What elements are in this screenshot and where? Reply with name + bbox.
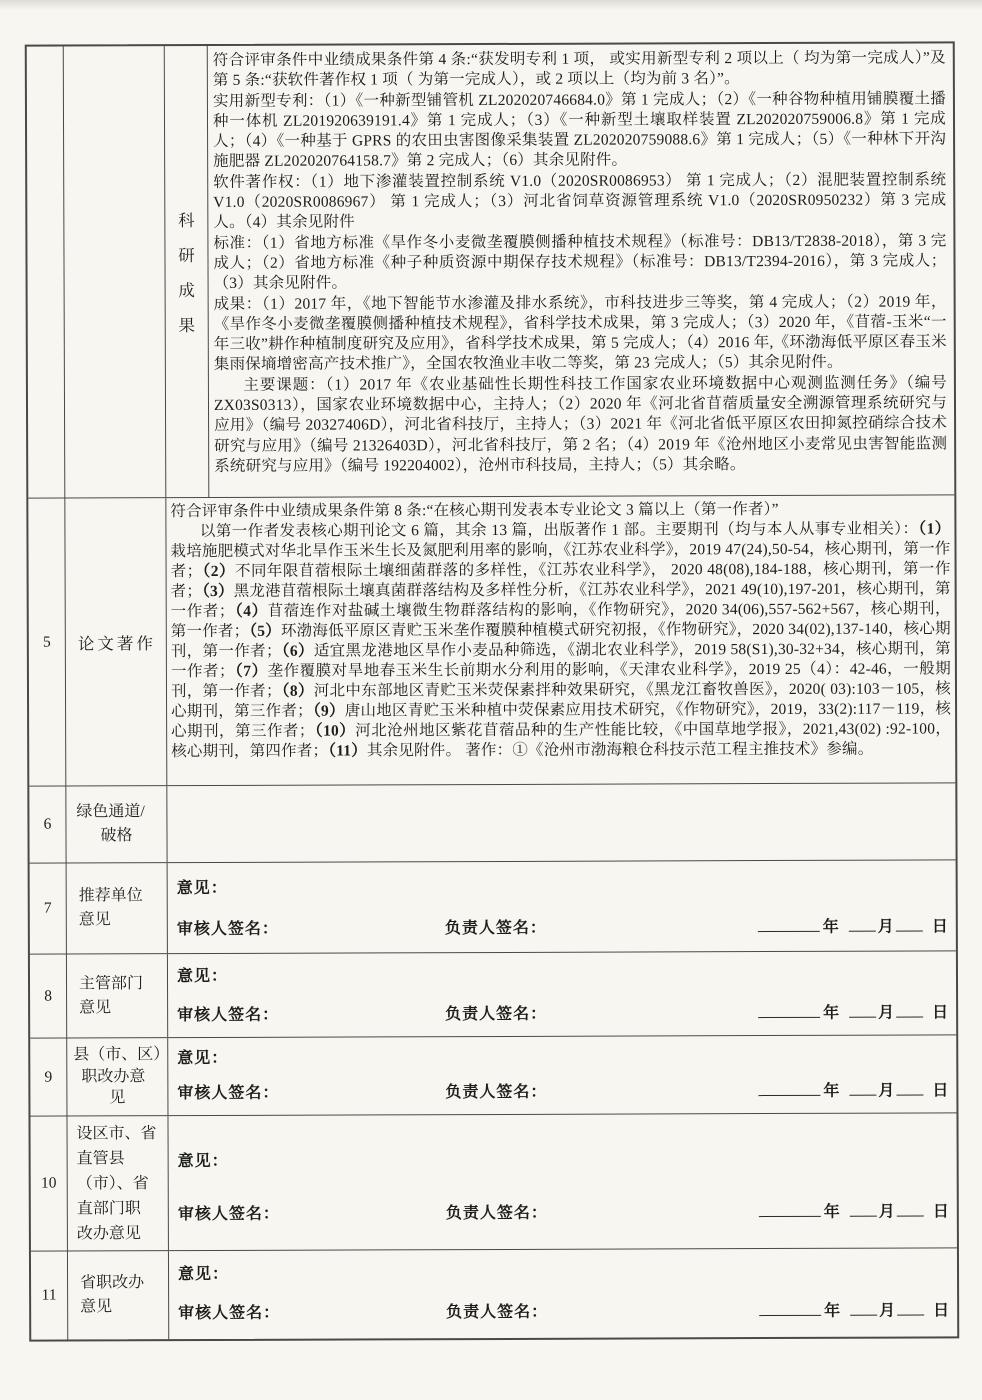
- day-blank: [896, 1013, 923, 1017]
- signature-line: [168, 913, 956, 939]
- row-label-line: 设区市、省: [76, 1124, 157, 1142]
- opinion-cell: [168, 860, 956, 953]
- row-label-line: 省职改办: [80, 1274, 145, 1292]
- day-label: 日: [932, 1203, 949, 1221]
- row-label-line: 意见: [80, 1298, 113, 1316]
- row-label-line: 县（市、区）: [73, 1046, 170, 1064]
- row-number-cell-empty: [27, 46, 66, 497]
- row-label-cell-empty: [64, 46, 167, 497]
- year-label: 年: [823, 1203, 840, 1221]
- day-label: 日: [933, 1302, 950, 1320]
- row-label-line: 意见: [78, 911, 111, 929]
- row-11-province-office-opinion: [31, 1248, 957, 1339]
- row-number-cell: 5: [28, 498, 66, 785]
- row-number-cell: 7: [30, 863, 67, 953]
- vertical-label-char: 果: [178, 316, 196, 336]
- principal-signature-label: 负责人签名：: [444, 919, 547, 938]
- month-label: 月: [878, 1004, 895, 1022]
- papers-content: 符合评审条件中业绩成果条件第 8 条:“在核心期刊发表本专业论文 3 篇以上（第一作者）” 以第一作者发表核心期刊论文 6 篇，其余 13 篇，出版著作 1 部。主要期刊（均与本人从事专业相关）：（1）栽培施肥模式对华北旱作玉米生长及氮肥利用率的影响，《江苏农业科学》，2019 47(24),50-54，核心期刊，第一作者；（2）不同年限苜蓿根际土壤细菌群落的多样性，《江苏农业科学》， 2020 48(08),184-188，核心期刊，第一作者；（3）黑龙港苜蓿根际土壤真菌群落结构及多样性分析，《江苏农业科学》，2021 49(10),197-201，核心期刊，第一作者；（4）苜蓿连作对盐碱土壤微生物群落结构的影响，《作物研究》，2020 34(06),557-562+567，核心期刊，第一作者；（5）环渤海低平原区青贮玉米垄作覆膜种植模式研究初报，《作物研究》，2020 34(02),137-140，核心期刊，第一作者；（6）适宜黑龙港地区旱作小麦品种筛选，《湖北农业科学》，2019 58(S1),30-32+34，核心期刊，第一作者；（7）垄作覆膜对旱地春玉米生长前期水分利用的影响，《天津农业科学》，2019 25（4）：42-46，一般期刊，第一作者；（8）河北中东部地区青贮玉米荧保素拌种效果研究，《黑龙江畜牧兽医》，2020( 03):103－105，核心期刊，第三作者；（9）唐山地区青贮玉米种植中荧保素应用技术研究，《作物研究》，2019，33(2):117－119，核心期刊，第三作者；（10）河北沧州地区紫花苜蓿品种的生产性能比较，《中国草地学报》，2021,43(02) :92-100，核心期刊，第四作者；（11）其余见附件。 著作：①《沧州市渤海粮仓科技示范工程主推技术》参编。: [170, 500, 952, 761]
- row-label: 论文著作: [77, 633, 156, 653]
- row-label-cell: [66, 786, 167, 862]
- opinion-label: 意见：: [177, 1152, 229, 1171]
- row-label-cell: [67, 863, 168, 953]
- signature-line: [168, 999, 956, 1025]
- reviewer-signature-label: 审核人签名：: [177, 1205, 280, 1224]
- opinion-label: 意见：: [176, 967, 229, 986]
- signature-line: [168, 1077, 956, 1103]
- principal-signature-label: 负责人签名：: [445, 1005, 548, 1024]
- row-label-line: （市）、省: [76, 1174, 149, 1192]
- month-label: 月: [877, 918, 894, 936]
- month-label: 月: [878, 1203, 895, 1221]
- vertical-label-char: 研: [178, 246, 195, 266]
- year-blank: [758, 1014, 820, 1018]
- row-8-competent-department-opinion: [30, 951, 956, 1038]
- year-blank: [759, 1312, 821, 1316]
- day-blank: [897, 1311, 924, 1315]
- row-number-cell: 6: [29, 786, 66, 862]
- row-label-line: 推荐单位: [78, 887, 143, 905]
- principal-signature-label: 负责人签名：: [445, 1083, 548, 1102]
- row-label-cell: [67, 954, 168, 1037]
- row-research-achievements: [27, 43, 955, 498]
- row-6-green-channel: [29, 783, 955, 863]
- reviewer-signature-label: 审核人签名：: [177, 1084, 280, 1103]
- reviewer-signature-label: 审核人签名：: [178, 1304, 281, 1323]
- principal-signature-label: 负责人签名：: [445, 1204, 548, 1223]
- row-label-line: 主管部门: [78, 974, 144, 992]
- research-achievements-vertical-label: [165, 46, 210, 497]
- green-channel-content-empty: [167, 783, 955, 862]
- day-label: 日: [931, 918, 948, 936]
- row-label-line: 意见: [79, 998, 112, 1016]
- month-blank: [849, 928, 876, 932]
- vertical-label-char: 成: [178, 281, 195, 301]
- row-label-cell: [67, 1038, 168, 1115]
- month-label: 月: [879, 1302, 896, 1320]
- row-number-cell: 10: [30, 1116, 67, 1250]
- row-label-cell: [67, 1116, 168, 1250]
- date-blanks: [758, 913, 956, 937]
- row-7-recommending-unit-opinion: [30, 860, 956, 954]
- signature-line: [169, 1198, 957, 1224]
- month-blank: [850, 1213, 877, 1217]
- row-number-cell: 11: [31, 1251, 68, 1339]
- row-number-cell: 9: [30, 1038, 67, 1115]
- day-label: 日: [932, 1082, 949, 1100]
- year-label: 年: [823, 1004, 840, 1022]
- opinion-label: 意见：: [178, 1265, 230, 1284]
- year-label: 年: [823, 1082, 840, 1100]
- research-achievements-content: 符合评审条件中业绩成果条件第 4 条:“获发明专利 1 项， 或实用新型专利 2 项以上（ 均为第一完成人）”及第 5 条:“获软件著作权 1 项（ 为第一完成人），或 2 项以上（均为前 3 名）”。 实用新型专利：（1）《一种新型铺管机 ZL202020746684.0》第 1 完成人；（2）《一种谷物种植用铺膜覆土播种一体机 ZL201920639191.4》第 1 完成人；（3）《一种新型土壤取样装置 ZL202020759006.8》第 1 完成人；（4）《一种基于 GPRS 的农田虫害图像采集装置 ZL202020759088.6》第 1 完成人；（5）《一种林下开沟施肥器 ZL202020764158.7》第 2 完成人；（6）其余见附件。 软件著作权：（1）地下渗灌装置控制系统 V1.0（2020SR0086953） 第 1 完成人；（2）混肥装置控制系统 V1.0（2020SR0086967） 第 1 完成人；（3）河北省饲草资源管理系统 V1.0（2020SR0950232）第 3 完成人。（4）其余见附件 标准：（1）省地方标准《旱作冬小麦微垄覆膜侧播种植技术规程》（标准号：DB13/T2838-2018），第 3 完成人；（2）省地方标准《种子种质资源中期保存技术规程》（标准号：DB13/T2394-2016），第 3 完成人；（3）其余见附件。 成果：（1）2017 年，《地下智能节水渗灌及排水系统》，市科技进步三等奖，第 4 完成人；（2）2019 年，《旱作冬小麦微垄覆膜侧播种植技术规程》，省科学技术成果，第 3 完成人；（3）2020 年，《苜蓿-玉米“一年三收”耕作种植制度研究及应用》，省科学技术成果，第 5 完成人；（4）2016 年,《环渤海低平原区春玉米集雨保墒增密高产技术推广》，全国农牧渔业丰收二等奖，第 23 完成人；（5）其余见附件。 主要课题：（1）2017 年《农业基础性长期性科技工作国家农业环境数据中心观测监测任务》（编号 ZX03S0313），国家农业环境数据中心，主持人；（2）2020 年《河北省苜蓿质量安全溯源管理系统研究与应用》（编号 20327406D），河北省科技厅，主持人；（3）2021 年《河北省低平原区农田抑氮控硝综合技术研究与应用》（编号 21326403D），河北省科技厅，第 2 名；（4）2019 年《沧州地区小麦常见虫害智能监测系统研究与应用》（编号 192204002），沧州市科技局，主持人；（5）其余略。: [212, 49, 948, 475]
- reviewer-signature-label: 审核人签名：: [176, 920, 279, 939]
- row-number-cell: 8: [30, 954, 67, 1037]
- row-label-line: 职改办意: [81, 1067, 146, 1086]
- day-blank: [896, 927, 923, 931]
- row-label-line: 见: [109, 1089, 126, 1107]
- date-blanks: [758, 999, 956, 1023]
- month-blank: [849, 1092, 876, 1096]
- row-5-papers-and-works: [28, 495, 955, 786]
- vertical-label-char: 科: [178, 211, 195, 231]
- year-blank: [759, 1213, 821, 1217]
- opinion-cell: [169, 1248, 957, 1339]
- opinion-cell: [168, 1113, 956, 1250]
- row-label-cell: [68, 1251, 169, 1339]
- row-label-line: 绿色通道/: [76, 803, 145, 821]
- year-label: 年: [822, 918, 839, 936]
- month-blank: [849, 1014, 876, 1018]
- date-blanks: [759, 1297, 957, 1321]
- month-blank: [850, 1312, 877, 1316]
- row-label-line: 直部门职: [76, 1199, 141, 1217]
- row-label-line: 破格: [100, 827, 133, 845]
- day-blank: [896, 1091, 923, 1095]
- date-blanks: [759, 1198, 957, 1222]
- row-label-cell: [65, 498, 167, 785]
- opinion-cell: [168, 1035, 956, 1115]
- date-blanks: [758, 1077, 956, 1101]
- day-label: 日: [932, 1004, 949, 1022]
- year-blank: [758, 928, 820, 932]
- opinion-label: 意见：: [177, 1049, 229, 1068]
- row-label-line: 直管县: [76, 1149, 125, 1167]
- reviewer-signature-label: 审核人签名：: [177, 1006, 280, 1025]
- year-label: 年: [824, 1302, 841, 1320]
- row-10-city-province-office-opinion: [30, 1113, 956, 1251]
- evaluation-form-table: [25, 41, 960, 1341]
- month-label: 月: [878, 1082, 895, 1100]
- opinion-cell: [168, 951, 956, 1037]
- year-blank: [758, 1092, 820, 1096]
- principal-signature-label: 负责人签名：: [446, 1303, 549, 1322]
- day-blank: [897, 1212, 924, 1216]
- signature-line: [169, 1297, 957, 1323]
- row-label-line: 改办意见: [76, 1224, 141, 1242]
- row-9-county-office-opinion: [30, 1035, 956, 1116]
- opinion-label: 意见：: [176, 879, 228, 898]
